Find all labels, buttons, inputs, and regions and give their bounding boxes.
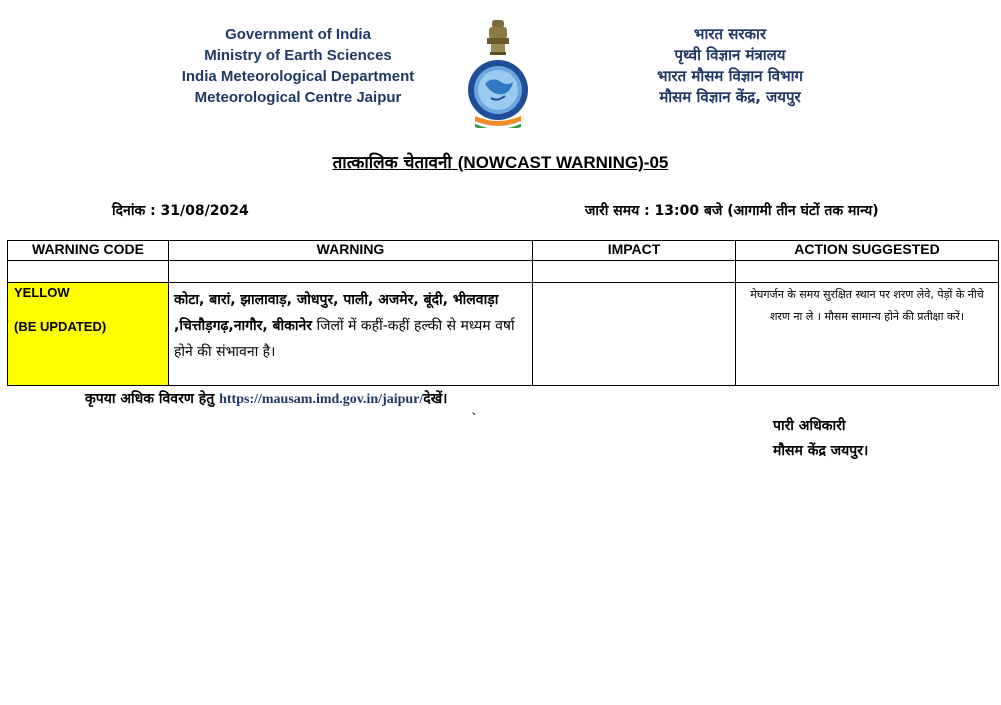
empty-cell	[533, 261, 736, 283]
details-link[interactable]: https://mausam.imd.gov.in/jaipur/	[219, 392, 424, 407]
footer-prefix: कृपया अधिक विवरण हेतु	[85, 391, 220, 407]
header-hindi-line: भारत सरकार	[693, 25, 767, 43]
title-hindi: तात्कालिक चेतावनी	[332, 153, 452, 173]
title-english: (NOWCAST WARNING)-05	[457, 153, 669, 172]
warning-code-color: YELLOW	[14, 285, 70, 300]
warning-districts: कोटा, बारां, झालावाड़, जोधपुर, पाली, अजमेर, बूंदी, भीलवाड़ा ,चित्तौड़गढ़,नागौर, बीकानेर	[174, 292, 499, 334]
action-cell: मेघगर्जन के समय सुरक्षित स्थान पर शरण लेवे, पेड़ों के नीचे शरण ना ले । मौसम सामान्य होने की प्रतीक्षा करें।	[736, 283, 999, 386]
empty-cell	[169, 261, 533, 283]
header-english-line: India Meteorological Department	[181, 68, 415, 85]
warning-description: जिलों में कहीं-कहीं हल्की से मध्यम वर्षा होने की संभावना है।	[174, 318, 515, 360]
header-warning: WARNING	[169, 241, 533, 261]
warning-code-note: (BE UPDATED)	[14, 319, 107, 334]
empty-cell	[736, 261, 999, 283]
issue-time-line: जारी समय : 13:00 बजे (आगामी तीन घंटों तक मान्य)	[585, 203, 879, 219]
header-english	[160, 24, 436, 108]
header-hindi-line: मौसम विज्ञान केंद्र, जयपुर	[659, 88, 801, 106]
footer-suffix: देखें।	[423, 391, 448, 407]
empty-cell	[8, 261, 169, 283]
warning-code-cell	[8, 283, 169, 386]
header-english-line: Government of India	[225, 26, 371, 43]
table-spacer-row	[8, 261, 999, 283]
table-header-row	[8, 241, 999, 261]
header-hindi	[610, 24, 850, 108]
header-english-line: Meteorological Centre Jaipur	[194, 89, 402, 106]
header-action-suggested: ACTION SUGGESTED	[736, 241, 999, 261]
table-row	[8, 283, 999, 386]
warning-table	[7, 240, 999, 386]
header-hindi-line: भारत मौसम विज्ञान विभाग	[657, 67, 803, 85]
header-impact: IMPACT	[533, 241, 736, 261]
date-line: दिनांक : 31/08/2024	[112, 203, 249, 219]
header-warning-code: WARNING CODE	[8, 241, 169, 261]
footer-note	[85, 389, 448, 408]
header-english-line: Ministry of Earth Sciences	[204, 47, 392, 64]
signature-block	[773, 414, 868, 464]
page-title	[0, 150, 1001, 173]
signature-line: पारी अधिकारी	[773, 418, 846, 434]
signature-line: मौसम केंद्र जयपुर।	[773, 443, 869, 459]
stray-mark: `	[471, 412, 478, 428]
header-hindi-line: पृथ्वी विज्ञान मंत्रालय	[674, 46, 786, 64]
impact-cell	[533, 283, 736, 386]
imd-emblem-icon	[465, 18, 531, 128]
warning-text-cell	[169, 283, 533, 386]
